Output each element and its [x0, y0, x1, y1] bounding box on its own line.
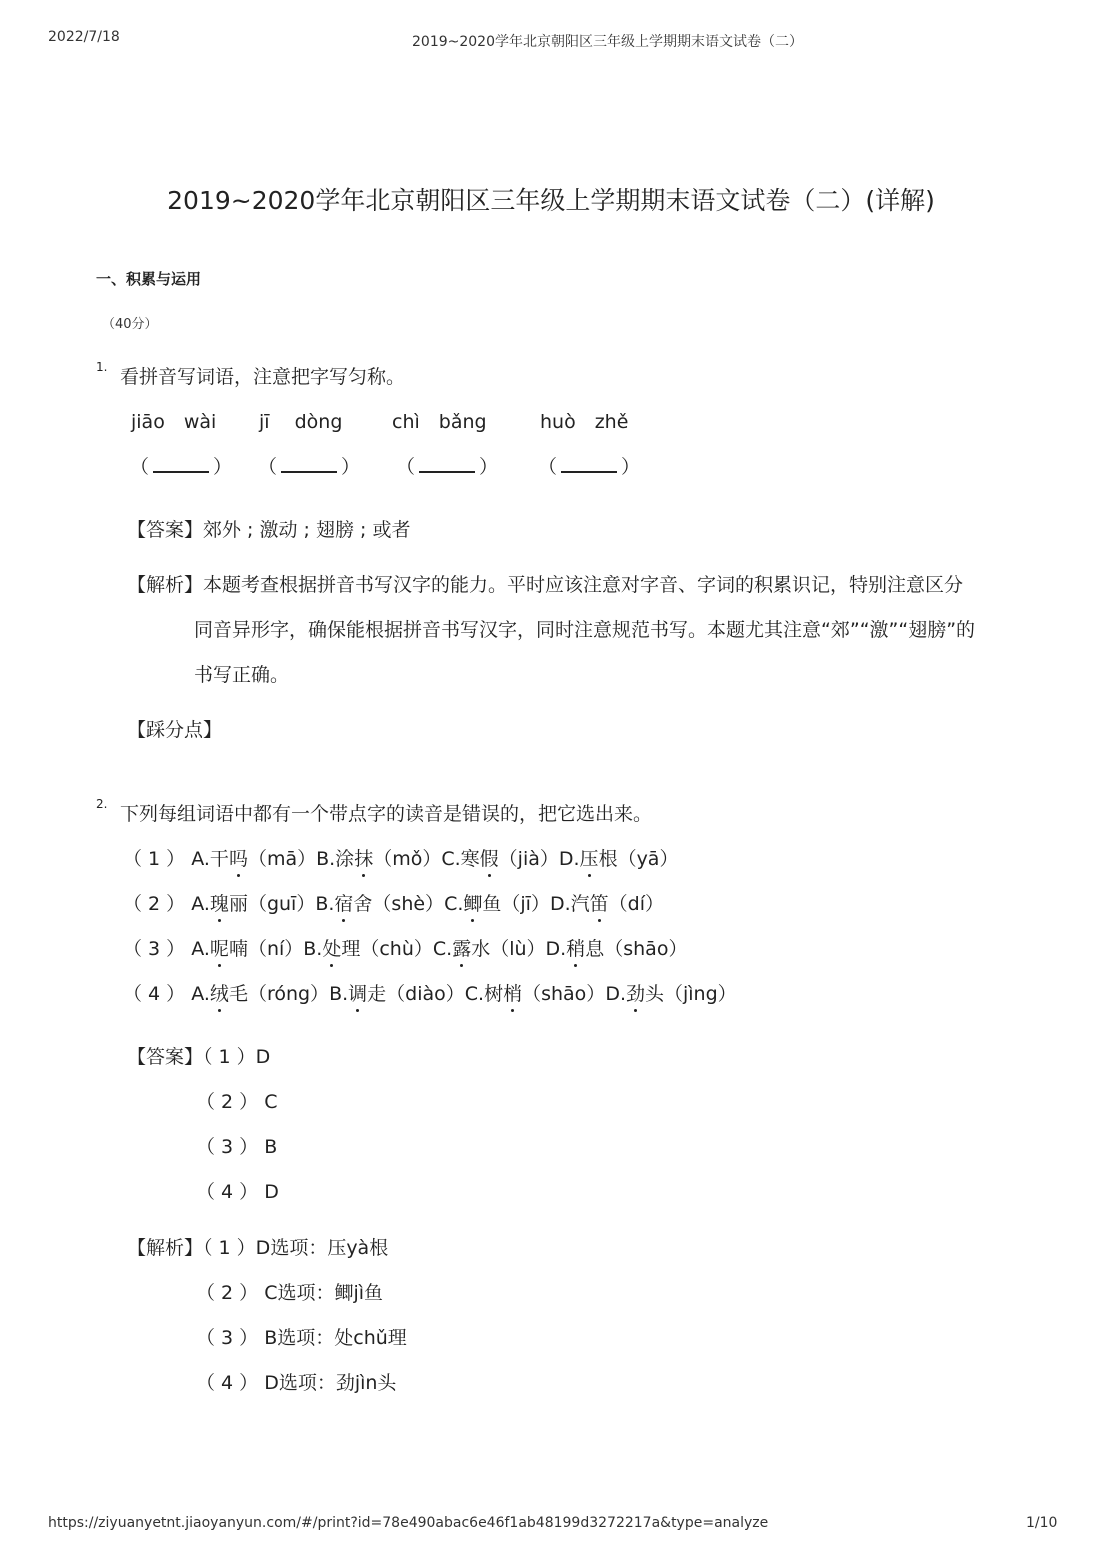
analysis-line [127, 570, 963, 597]
answer-text: 郊外 ; 激动 ; 翅膀 ; 或者 [203, 519, 411, 541]
page-title: 2019~2020学年北京朝阳区三年级上学期期末语文试卷（二）(详解) [167, 186, 935, 215]
header-doc-title: 2019~2020学年北京朝阳区三年级上学期期末语文试卷（二） [412, 34, 803, 50]
pinyin-item: jī dòng [259, 411, 343, 433]
pinyin-item: jiāo wài [131, 411, 217, 433]
analysis-text: 本题考查根据拼音书写汉字的能力。平时应该注意对字音、字词的积累识记，特别注意区分 [203, 574, 964, 596]
question-prompt: 看拼音写词语，注意把字写匀称。 [120, 366, 406, 388]
answer-line [127, 1042, 270, 1069]
answer-text: （ 3 ） B [196, 1136, 278, 1158]
option-group: （ 2 ） A.瑰丽（guī）B.宿舍（shè）C.鲫鱼（jī）D.汽笛（dí） [123, 889, 664, 916]
analysis-text: 同音异形字，确保能根据拼音书写汉字，同时注意规范书写。本题尤其注意“郊”“激”“翅膀”的 [194, 619, 976, 641]
section-score: （40分） [102, 317, 158, 332]
analysis-text: 书写正确。 [194, 664, 290, 686]
answer-blank[interactable]: （ ） [258, 456, 361, 478]
answer-blank[interactable]: （ ） [130, 456, 233, 478]
analysis-tag: 【解析】 [127, 1237, 204, 1259]
question-number: 1. [96, 360, 108, 374]
question-prompt: 下列每组词语中都有一个带点字的读音是错误的，把它选出来。 [120, 803, 653, 825]
analysis-text: （ 1 ）D选项：压yà根 [203, 1237, 389, 1259]
print-date: 2022/7/18 [48, 29, 120, 45]
option-group: （ 1 ） A.干吗（mā）B.涂抹（mǒ）C.寒假（jià）D.压根（yā） [123, 844, 678, 871]
answer-text: （ 2 ） C [196, 1091, 278, 1113]
scoring-points-tag: 【踩分点】 [127, 719, 223, 741]
answer-blank[interactable]: （ ） [538, 456, 641, 478]
analysis-tag: 【解析】 [127, 574, 204, 596]
answer-tag: 【答案】 [127, 1046, 204, 1068]
option-group: （ 4 ） A.绒毛（róng）B.调走（diào）C.树梢（shāo）D.劲头（jìng） [123, 979, 737, 1006]
answer-text: （ 1 ）D [203, 1046, 271, 1068]
analysis-text: （ 3 ） B选项：处chǔ理 [196, 1327, 407, 1349]
answer-line [127, 515, 410, 542]
page-number: 1/10 [1026, 1515, 1058, 1531]
answer-tag: 【答案】 [127, 519, 204, 541]
analysis-text: （ 4 ） D选项：劲jìn头 [196, 1372, 397, 1394]
analysis-line [127, 1233, 388, 1260]
answer-blank[interactable]: （ ） [396, 456, 499, 478]
footer-url[interactable]: https://ziyuanyetnt.jiaoyanyun.com/#/print?id=78e490abac6e46f1ab48199d3272217a&type=analyze [48, 1515, 769, 1531]
option-group: （ 3 ） A.呢喃（ní）B.处理（chù）C.露水（lù）D.稍息（shāo） [123, 934, 687, 961]
pinyin-item: huò zhě [540, 411, 629, 433]
answer-text: （ 4 ） D [196, 1181, 279, 1203]
section-heading: 一、积累与运用 [96, 270, 202, 288]
pinyin-item: chì bǎng [392, 411, 487, 433]
analysis-text: （ 2 ） C选项：鲫jì鱼 [196, 1282, 384, 1304]
question-number: 2. [96, 797, 108, 811]
